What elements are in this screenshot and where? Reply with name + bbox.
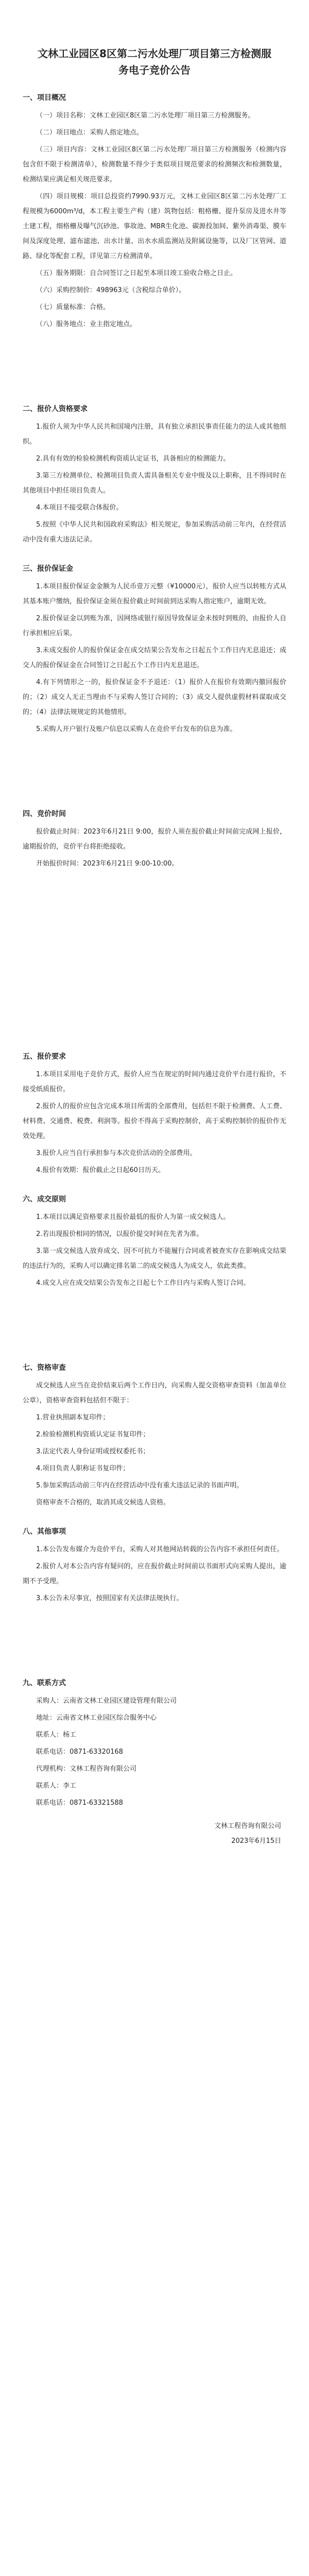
section-heading: 五、报价要求 (23, 1053, 66, 1061)
signature-org: 文林工程咨询有限公司 (214, 1822, 281, 1830)
paragraph: 4.有下列情形之一的，报价保证金不予退还：（1）报价人在报价有效期内撤回报价的；（2）成交人无正当理由不与采购人签订合同的；（3）成交人提供虚假材料谋取成交的；（4）法律法规规定的其他情形。 (23, 679, 286, 716)
paragraph: 1.本公告发布媒介为竞价平台，采购人对其他网站转载的公告内容不承担任何责任。 (36, 1546, 284, 1553)
paragraph: 开始报价时间：2023年6月21日 9:00-10:00。 (36, 860, 179, 868)
paragraph: 2.检验检测机构资质认定证书复印件； (36, 1431, 150, 1438)
section-heading: 八、其他事项 (23, 1528, 66, 1536)
section-heading: 六、成交原则 (23, 1195, 66, 1204)
section-heading: 二、报价人资格要求 (23, 405, 88, 413)
paragraph: 5.采购人开户银行及账户信息以采购人在竞价平台发布的信息为准。 (36, 725, 237, 733)
paragraph: （二）项目地点：采购人指定地点。 (36, 129, 144, 137)
paragraph: 1.本项目以满足资格要求且报价最低的报价人为第一成交候选人。 (36, 1213, 230, 1221)
paragraph: 1.营业执照副本复印件； (36, 1414, 110, 1421)
agent-company: 代理机构：文林工程咨询有限公司 (36, 1765, 137, 1773)
signature-date: 2023年6月15日 (231, 1837, 281, 1845)
paragraph: （五）服务期限：自合同签订之日起至本项目竣工验收合格之日止。 (36, 269, 237, 277)
contact-company: 采购人：云南省文林工业园区建设管理有限公司 (36, 1697, 177, 1705)
paragraph: 5.参加采购活动前三年内在经营活动中没有重大违法记录的书面声明。 (36, 1482, 244, 1489)
agent-phone: 联系电话：0871-63321588 (36, 1799, 123, 1807)
paragraph: 5.按照《中华人民共和国政府采购法》相关规定，参加采购活动前三年内，在经营活动中没有重大违法记录。 (23, 521, 286, 544)
paragraph: （八）服务地点：业主指定地点。 (36, 320, 137, 328)
paragraph: 3.法定代表人身份证明或授权委托书； (36, 1448, 150, 1455)
paragraph: 2.报价保证金以到账为准，因网络或银行原因导致保证金未按时到账的，由报价人自行承担相应后果。 (23, 615, 286, 637)
paragraph: 1.本项目采用电子竞价方式，报价人应当在规定的时间内通过竞价平台进行报价，不接受纸质报价。 (23, 1071, 286, 1093)
contact-address: 地址：云南省文林工业园区综合服务中心 (36, 1714, 157, 1722)
paragraph: 3.本公告未尽事宜，按照国家有关法律法规执行。 (36, 1595, 183, 1602)
paragraph: 1.报价人须为中华人民共和国境内注册，具有独立承担民事责任能力的法人或其他组织。 (23, 423, 286, 446)
section-heading: 九、联系方式 (23, 1679, 66, 1687)
paragraph: 4.本项目不接受联合体报价。 (36, 504, 123, 512)
section-heading: 七、资格审查 (23, 1364, 66, 1372)
paragraph: （七）质量标准：合格。 (36, 303, 110, 311)
paragraph: 4.成交人应在成交结果公告发布之日起七个工作日内与采购人签订合同。 (36, 1279, 250, 1287)
paragraph: （四）项目规模：项目总投资约7990.93万元，文林工业园区8区第二污水处理厂工程规模为6000m³/d，本工程主要生产构（建）筑物包括：粗格栅、提升泵房及进水井等土建工程，细格栅及曝气沉砂池、事故池、MBR生化池、碳源投加间、紫外消毒渠、膜车间及深度处理、滤布滤池、出水计量、出水水质监测站及附属设施等，以及厂区管网、道路、绿化等配套工程，详见第三方检测清单。 (23, 193, 286, 260)
page-title: 文林工业园区8区第二污水处理厂项目第三方检测服务电子竞价公告 (38, 47, 271, 76)
paragraph: 4.项目负责人职称证书复印件； (36, 1465, 130, 1472)
paragraph: 2.若出现报价相同的情况，以报价提交时间在先者为准。 (36, 1230, 203, 1238)
paragraph: 3.第三方检测单位、检测项目负责人需具备相关专业中级及以上职称，且不得同时在其他项目中担任项目负责人。 (23, 472, 286, 495)
paragraph: （一）项目名称：文林工业园区8区第二污水处理厂项目第三方检测服务。 (36, 112, 255, 120)
contact-phone: 联系电话：0871-63320168 (36, 1748, 123, 1756)
contact-person: 联系人：杨工 (36, 1731, 77, 1739)
paragraph: （三）项目内容：文林工业园区8区第二污水处理厂项目第三方检测服务（检测内容包含但不限于检测清单），检测数量不得少于类似项目规范要求的检测频次和检测数量，检测结果应满足相关规范要求。 (23, 146, 286, 183)
paragraph: 1.本项目报价保证金金额为人民币壹万元整（¥10000元），报价人应当以转账方式从其基本账户缴纳，报价保证金须在报价截止时间前到达采购人指定账户，逾期无效。 (23, 583, 286, 605)
section-heading: 三、报价保证金 (23, 565, 73, 573)
paragraph: 3.未成交报价人的报价保证金在成交结果公告发布之日起五个工作日内无息退还；成交人的报价保证金在合同签订之日起五个工作日内无息退还。 (23, 647, 286, 669)
paragraph: 3.报价人应当自行承担参与本次竞价活动的全部费用。 (36, 1149, 197, 1157)
paragraph: （六）采购控制价：498963元（含税综合单价）。 (36, 286, 186, 294)
section-heading: 一、项目概况 (23, 94, 66, 102)
paragraph: 4.报价有效期：报价截止之日起60日历天。 (36, 1166, 165, 1174)
paragraph: 成交候选人应当在竞价结束后两个工作日内，向采购人提交资格审查资料（加盖单位公章），资格审查资料包括但不限于： (23, 1382, 286, 1404)
paragraph: 2.报价人的报价应包含完成本项目所需的全部费用，包括但不限于检测费、人工费、材料费、交通费、税费、利润等。报价不得高于采购控制价，高于采购控制价的报价作无效处理。 (23, 1103, 286, 1140)
paragraph: 报价截止时间：2023年6月21日 9:00，报价人须在报价截止时间前完成网上报价，逾期报价的，竞价平台将拒绝接收。 (23, 828, 286, 851)
section-heading: 四、竞价时间 (23, 810, 66, 818)
paragraph: 2.报价人对本公告内容有疑问的，应在报价截止时间前以书面形式向采购人提出，逾期不予受理。 (23, 1563, 286, 1585)
paragraph: 3.第一成交候选人放弃成交、因不可抗力不能履行合同或者被查实存在影响成交结果的违法行为的，采购人可以确定排名第二的成交候选人为成交人，依此类推。 (23, 1247, 286, 1270)
agent-contact: 联系人：李工 (36, 1782, 77, 1790)
paragraph: 资格审查不合格的，取消其成交候选人资格。 (36, 1499, 170, 1506)
paragraph: 2.具有有效的检验检测机构资质认定证书，具备相应的检测能力。 (36, 455, 230, 463)
